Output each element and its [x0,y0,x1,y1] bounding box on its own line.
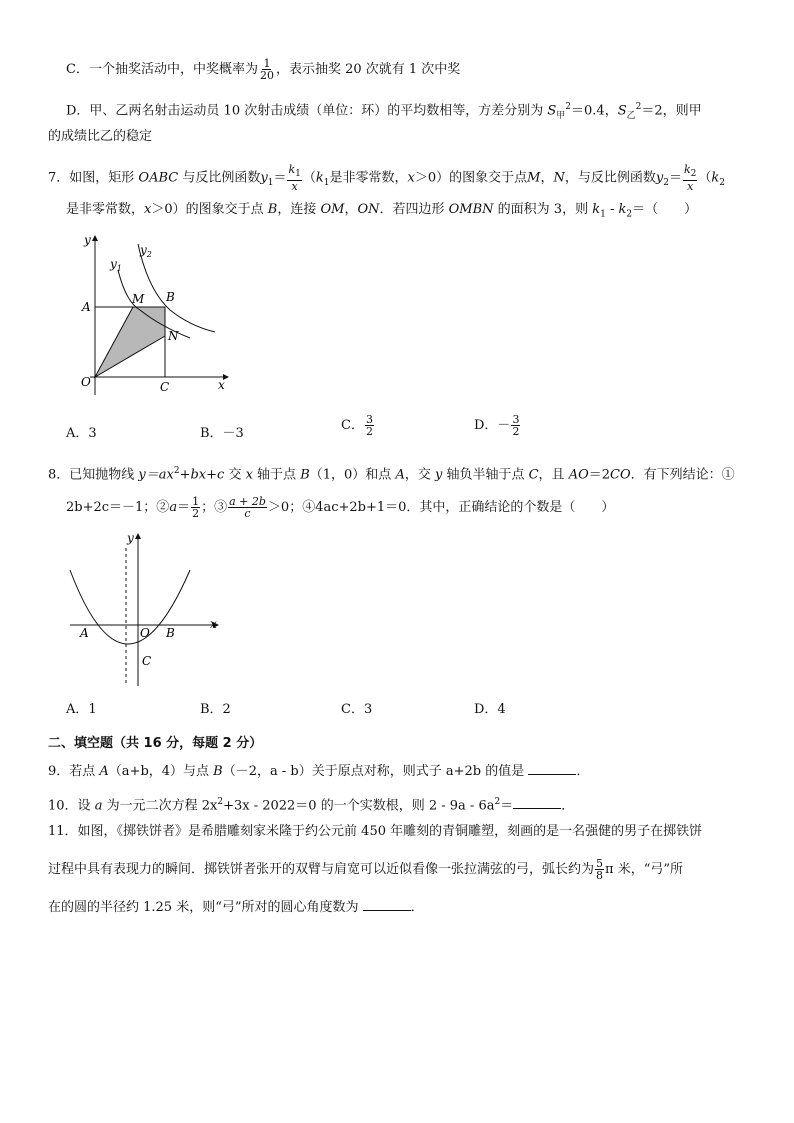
fraction: $\frac{a + 2b}{c}$ [229,495,266,520]
q8-option-c[interactable]: C．3 [341,702,373,717]
label-C: C [160,380,170,394]
label-B: B [166,626,175,640]
q11-stem-line2: 过程中具有表现力的瞬间．掷铁饼者张开的双臂与肩宽可以近似看像一张拉满弦的弓，弧长约为 $\frac{5}{8}$ π 米，“弓”所 [48,857,683,882]
q6-option-d: D．甲、乙两名射击运动员 10 次射击成绩（单位：环）的平均数相等，方差分别为 $S_甲^2=0.4$，$S_乙^2=2$，则甲 [66,102,702,121]
fraction: $\frac{1}{2}$ [192,495,200,520]
section-title-fill-in: 二、填空题（共 16 分，每题 2 分） [48,736,263,751]
label-y: y [84,233,91,247]
q7-option-d[interactable]: D．－ $\frac{3}{2}$ [474,413,520,438]
q10-stem: 10．设 a 为一元二次方程 $2x^2+3x - 2022=0$ 的一个实数根，则 $2 - 9a - 6a^2=$ ． [48,797,575,814]
label-A: A [80,626,89,640]
fraction: $\frac{3}{2}$ [365,413,373,438]
q7-stem-line1: 7．如图，矩形 OABC 与反比例函数$y_1=$ $\frac{k_1}{x}$ （$k_1$是非零常数，x＞0）的图象交于点M，N，与反比例函数$y_2=$ $\frac{k_2}{x}$ （$k_2$ [48,163,726,194]
q11-stem-line3: 在的圆的半径约 1.25 米，则“弓”所对的圆心角度数为 ． [48,900,424,915]
label-A: A [82,300,91,314]
fraction: $\frac{k_1}{x}$ [288,163,301,194]
fraction: $\frac{k_2}{x}$ [683,163,697,194]
answer-blank[interactable] [363,898,411,911]
label-x: x [218,378,225,392]
answer-blank[interactable] [513,796,561,809]
q7-option-c[interactable]: C． $\frac{3}{2}$ [341,413,373,438]
q8-stem-line1: 8．已知抛物线 $y=ax^2+bx+c$ 交 x 轴于点 B（1，0）和点 A，交 y 轴负半轴于点 C，且 AO＝2CO．有下列结论：① [48,466,735,483]
q7-stem-line2: 是非零常数，x＞0）的图象交于点 B，连接 OM，ON．若四边形 OMBN 的面积为 3，则 $k_1 - k_2=$（ ） [66,202,698,220]
q8-option-d[interactable]: D．4 [474,702,506,717]
shaded-quad-ombn [95,307,165,377]
label-B: B [166,290,175,304]
label-y1: $y_1$ [110,257,122,273]
fraction: $\frac{3}{2}$ [512,413,520,438]
label-y: y [127,531,134,545]
q9-stem: 9．若点 A（a+b，4）与点 B（－2，a - b）关于原点对称，则式子 a+2b 的值是 ． [48,764,590,779]
q7-option-b[interactable]: B．－3 [200,426,244,441]
label-O: O [81,375,91,389]
label-x: x [210,617,217,631]
fraction: $\frac{5}{8}$ [596,857,604,882]
q8-option-a[interactable]: A．1 [66,702,97,717]
label-O: O [140,626,150,640]
q6-option-c: C．一个抽奖活动中，中奖概率为 $\frac{1}{20}$ ，表示抽奖 20 次就有 1 次中奖 [66,57,461,82]
q8-stem-line2: 2b+2c＝－1；②a＝ $\frac{1}{2}$ ；③ $\frac{a + 2b}{c}$ ＞0；④4ac+2b+1＝0．其中，正确结论的个数是（ ） [66,495,615,520]
label-M: M [132,292,145,306]
answer-blank[interactable] [528,762,576,775]
q7-figure [60,230,240,400]
label-C: C [142,654,152,668]
q8-figure [60,528,230,690]
label-N: N [168,329,179,343]
q8-option-b[interactable]: B．2 [200,702,231,717]
q11-stem-line1: 11．如图，《掷铁饼者》是希腊雕刻家米隆于约公元前 450 年雕刻的青铜雕塑，刻画的是一名强健的男子在掷铁饼 [48,824,703,839]
q7-option-a[interactable]: A．3 [66,426,97,441]
fraction: $\frac{1}{20}$ [259,57,274,82]
label-y2: $y_2$ [140,243,152,259]
q6-option-d-cont: 的成绩比乙的稳定 [48,129,153,144]
